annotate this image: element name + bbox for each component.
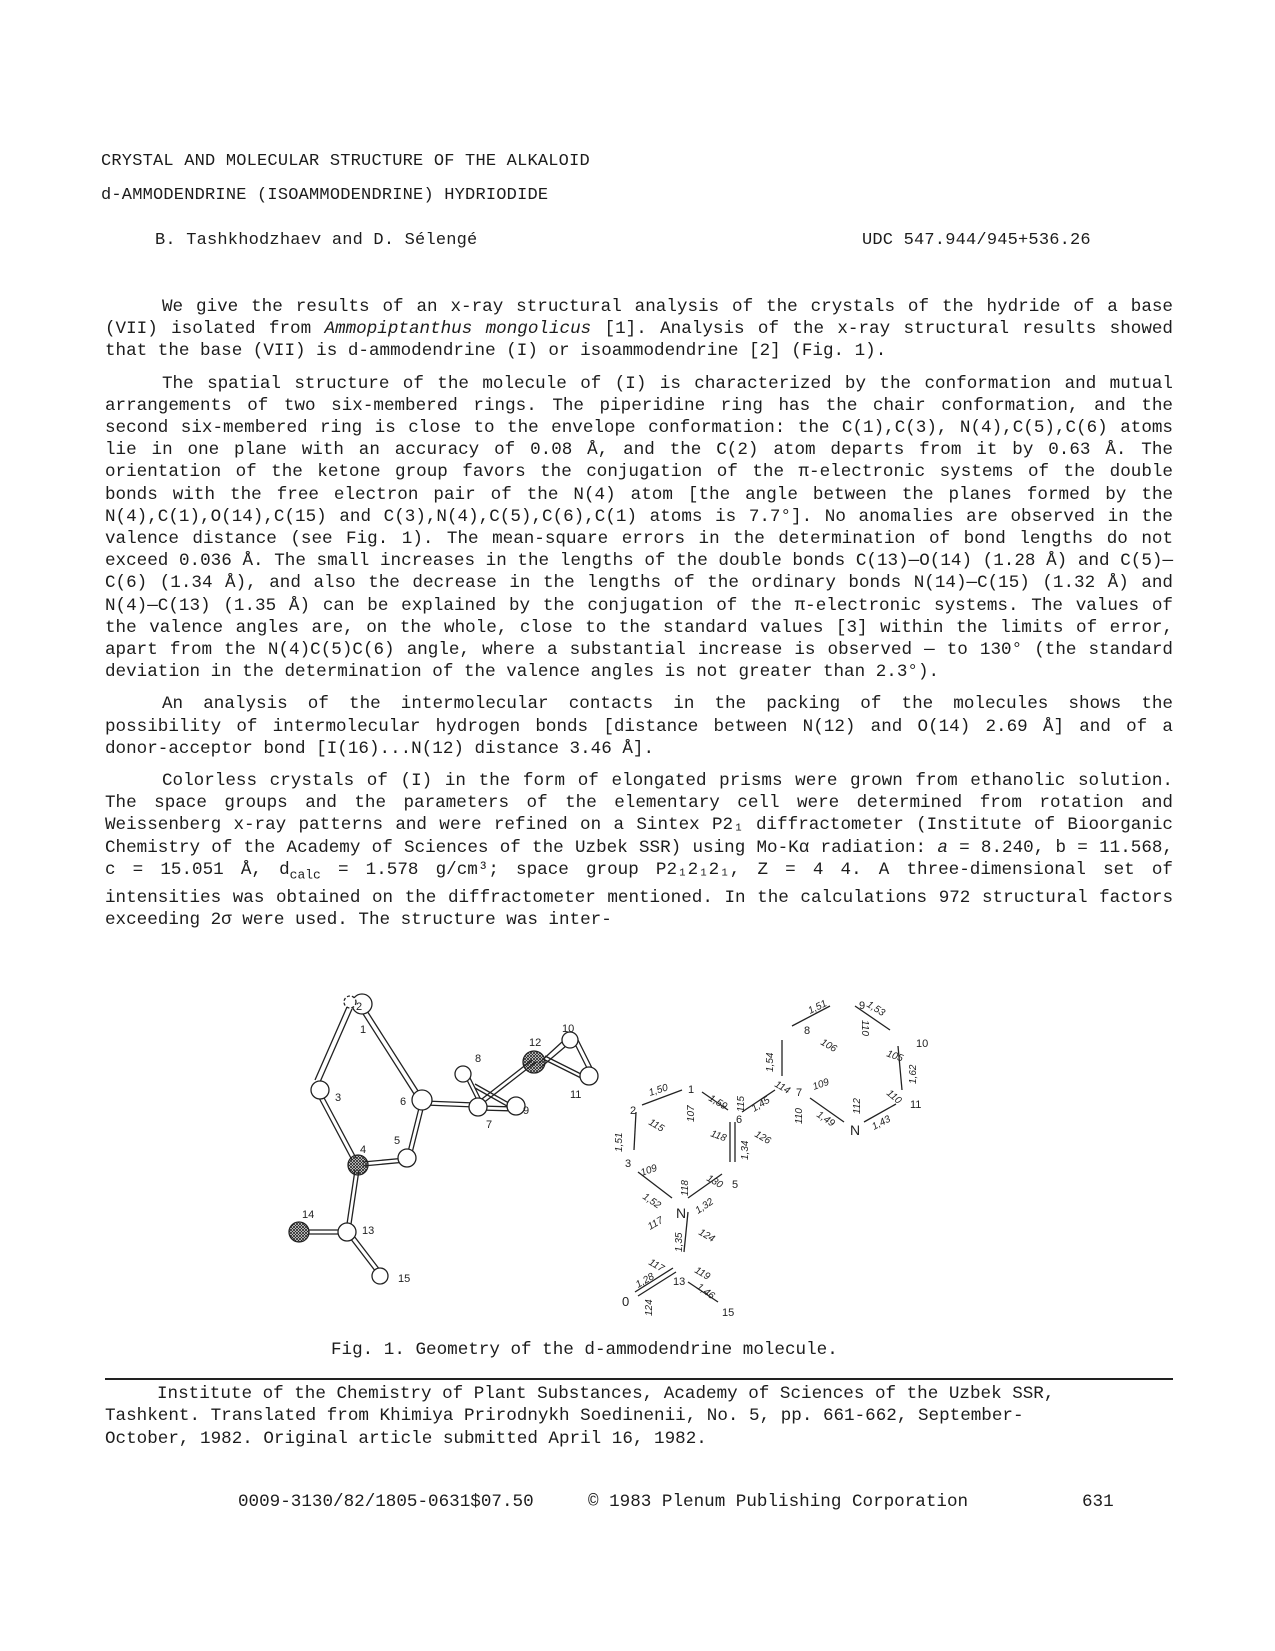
- atom-label-14: 14: [302, 1209, 315, 1221]
- article-title-line1: CRYSTAL AND MOLECULAR STRUCTURE OF THE ALKALOID: [101, 152, 590, 171]
- schematic-atom-9: 9: [859, 1000, 866, 1012]
- page-number: 631: [1082, 1492, 1114, 1512]
- species-name: Ammopiptanthus mongolicus: [324, 319, 592, 340]
- bond-length-n-5: 1,32: [693, 1196, 716, 1217]
- angle-n12: 112: [852, 1098, 863, 1114]
- atom-label-15: 15: [398, 1273, 411, 1285]
- angle-3: 109: [639, 1162, 659, 1179]
- angle-6b: 118: [708, 1128, 728, 1145]
- paragraph-1: [105, 296, 1173, 363]
- schematic-atom-11: 11: [910, 1099, 922, 1111]
- schematic-atom-10: 10: [916, 1038, 929, 1050]
- angle-11: 110: [884, 1087, 904, 1107]
- schematic-atom-n12: N: [850, 1122, 861, 1138]
- bond-length-1-6: 1,59: [706, 1093, 729, 1113]
- angle-7a: 114: [772, 1079, 792, 1097]
- dcalc-subscript: calc: [289, 867, 321, 883]
- angle-1: 107: [686, 1105, 697, 1122]
- bond-length-9-10: 1,53: [864, 999, 887, 1019]
- publication-code: 0009-3130/82/1805-0631$07.50: [238, 1492, 534, 1512]
- angle-6c: 126: [752, 1129, 773, 1147]
- bond-length-3-n: 1,52: [640, 1191, 663, 1212]
- angle-10: 105: [884, 1048, 905, 1065]
- atom-label-1: 1: [360, 1024, 367, 1036]
- angle-13b: 119: [692, 1265, 712, 1283]
- paragraph-4-text-b: = 8.240, b = 11.568, c = 15.051 Å, d: [105, 837, 1173, 880]
- atom-label-12: 12: [529, 1037, 542, 1049]
- schematic-atom-6: 6: [736, 1114, 743, 1126]
- bond-length-6-7: 1,45: [749, 1094, 773, 1115]
- atom-label-2: 2: [356, 1001, 363, 1013]
- bond-length-10-11: 1,62: [908, 1064, 919, 1084]
- figure-1-caption: Fig. 1. Geometry of the d-ammodendrine molecule.: [331, 1340, 838, 1360]
- atom-label-5: 5: [394, 1135, 401, 1147]
- paragraph-4-text-c: = 1.578 g/cm³; space group P2₁2₁2₁, Z = 4 4. A three-dimensional set of intensities was obtained on the diffractometer mentioned. In the calculations 972 structural factors exceeding 2σ were used. The structure was inter-: [105, 859, 1173, 930]
- bond-length-n-13: 1,35: [674, 1232, 685, 1252]
- footnote-divider: [105, 1378, 1173, 1380]
- bond-length-11-n: 1,43: [870, 1113, 893, 1133]
- angle-13a: 117: [646, 1257, 666, 1275]
- atom-label-11: 11: [570, 1089, 582, 1101]
- paragraph-2: The spatial structure of the molecule of (I) is characterized by the conformation and mutual arrangements of two six-membered rings. The piperidine ring has the chair conformation, and the second six-membered ring is close to the envelope conformation: the C(1),C(3), N(4),C(5),C(6) atoms lie in one plane with an accuracy of 0.08 Å, and the C(2) atom departs from it by 0.63 Å. The orientation of the ketone group favors the conjugation of the π-electronic systems of the double bonds with the free electron pair of the N(4) atom [the angle between the planes formed by the N(4),C(1),O(14),C(15) and C(3),N(4),C(5),C(6),C(1) atoms is 7.7°]. No anomalies are observed in the valence distance (see Fig. 1). The mean-square errors in the determination of bond lengths do not exceed 0.036 Å. The small increases in the lengths of the double bonds C(13)—O(14) (1.28 Å) and C(5)—C(6) (1.34 Å), and also the decrease in the lengths of the ordinary bonds N(14)—C(15) (1.32 Å) and N(4)—C(13) (1.35 Å) can be explained by the conjugation of the π-electronic systems. The values of the valence angles are, on the whole, close to the standard values [3] within the limits of error, apart from the N(4)C(5)C(6) angle, where a substantial increase is observed — to 130° (the standard deviation in the determination of the valence angles is not greater than 2.3°).: [105, 373, 1173, 683]
- body-section-upper: [105, 296, 1173, 931]
- atom-label-13: 13: [362, 1225, 375, 1237]
- paragraph-1-text: We give the results of an x-ray structural analysis of the crystals of the hydride of a base (VII) isolated from: [105, 297, 1173, 340]
- copyright-notice: © 1983 Plenum Publishing Corporation: [588, 1492, 969, 1512]
- angle-5: 130: [704, 1173, 725, 1191]
- atom-label-9: 9: [523, 1105, 530, 1117]
- angle-13c: 124: [644, 1299, 655, 1316]
- ball-and-stick-model: [289, 994, 598, 1284]
- bond-length-2-3: 1,51: [614, 1132, 625, 1152]
- atom-label-10: 10: [562, 1023, 575, 1035]
- schematic-atom-2: 2: [630, 1105, 637, 1117]
- angle-8: 106: [818, 1037, 839, 1055]
- schematic-atom-5: 5: [732, 1179, 739, 1191]
- bond-length-2-1: 1,50: [647, 1082, 670, 1099]
- angle-n2: 117: [646, 1215, 666, 1233]
- angle-7c: 110: [794, 1108, 805, 1124]
- udc-code: UDC 547.944/945+536.26: [862, 231, 1091, 250]
- bond-length-13-o: 1,28: [634, 1271, 657, 1291]
- paragraph-4: [105, 770, 1173, 931]
- figure-1-molecule-diagram: [270, 990, 970, 1330]
- affiliation-footnote: Institute of the Chemistry of Plant Substances, Academy of Sciences of the Uzbek SSR, Tashkent. Translated from Khimiya Prirodnykh Soedinenii, No. 5, pp. 661-662, September-October, 1982. Original article submitted April 16, 1982.: [105, 1384, 1055, 1449]
- schematic-atom-n4: N: [676, 1205, 687, 1221]
- atom-label-8: 8: [475, 1053, 482, 1065]
- angle-6a: 115: [736, 1096, 747, 1112]
- schematic-atom-13: 13: [673, 1276, 686, 1288]
- schematic-atom-3: 3: [625, 1158, 632, 1170]
- geometry-schematic: [634, 1006, 902, 1302]
- schematic-atom-o14: 0: [622, 1294, 630, 1309]
- atom-label-6: 6: [400, 1096, 407, 1108]
- bond-length-n-7: 1,49: [814, 1109, 837, 1130]
- cell-parameter-a: a: [937, 837, 948, 858]
- paragraph-4-text-a: Colorless crystals of (I) in the form of elongated prisms were grown from ethanolic solution. The space groups and the parameters of the elementary cell were determined from rotation and Weissenberg x-ray patterns and were refined on a Sintex P2₁ diffractometer (Institute of Bioorganic Chemistry of the Academy of Sciences of the Uzbek SSR) using Mo-Kα radiation:: [105, 771, 1173, 858]
- angle-n1: 118: [680, 1180, 691, 1196]
- bond-length-8-9: 1,51: [806, 998, 829, 1017]
- angle-9: 110: [859, 1020, 870, 1036]
- paragraph-3: An analysis of the intermolecular contacts in the packing of the molecules shows the possibility of intermolecular hydrogen bonds [distance between N(12) and O(14) 2.69 Å] and of a donor-acceptor bond [I(16)...N(12) distance 3.46 Å].: [105, 694, 1173, 759]
- bond-length-7-8: 1,54: [765, 1052, 776, 1072]
- angle-2: 115: [646, 1117, 666, 1135]
- bond-length-13-15: 1,46: [694, 1281, 717, 1302]
- paragraph-1-text-end: [1]. Analysis of the x-ray structural results showed that the base (VII) is d-ammodendrine (I) or isoammodendrine [2] (Fig. 1).: [105, 319, 1173, 362]
- bond-length-5-6: 1,34: [740, 1140, 751, 1160]
- schematic-atom-8: 8: [804, 1025, 811, 1037]
- schematic-atom-7: 7: [796, 1087, 803, 1099]
- atom-label-4: 4: [360, 1144, 367, 1156]
- atom-label-3: 3: [335, 1092, 342, 1104]
- angle-7b: 109: [811, 1076, 831, 1093]
- atom-label-7: 7: [486, 1119, 493, 1131]
- schematic-atom-15: 15: [722, 1307, 735, 1319]
- angle-n3: 124: [696, 1227, 717, 1245]
- schematic-atom-1: 1: [688, 1084, 695, 1096]
- article-authors: B. Tashkhodzhaev and D. Sélengé: [155, 231, 478, 250]
- article-title-line2: d-AMMODENDRINE (ISOAMMODENDRINE) HYDRIODIDE: [101, 186, 549, 205]
